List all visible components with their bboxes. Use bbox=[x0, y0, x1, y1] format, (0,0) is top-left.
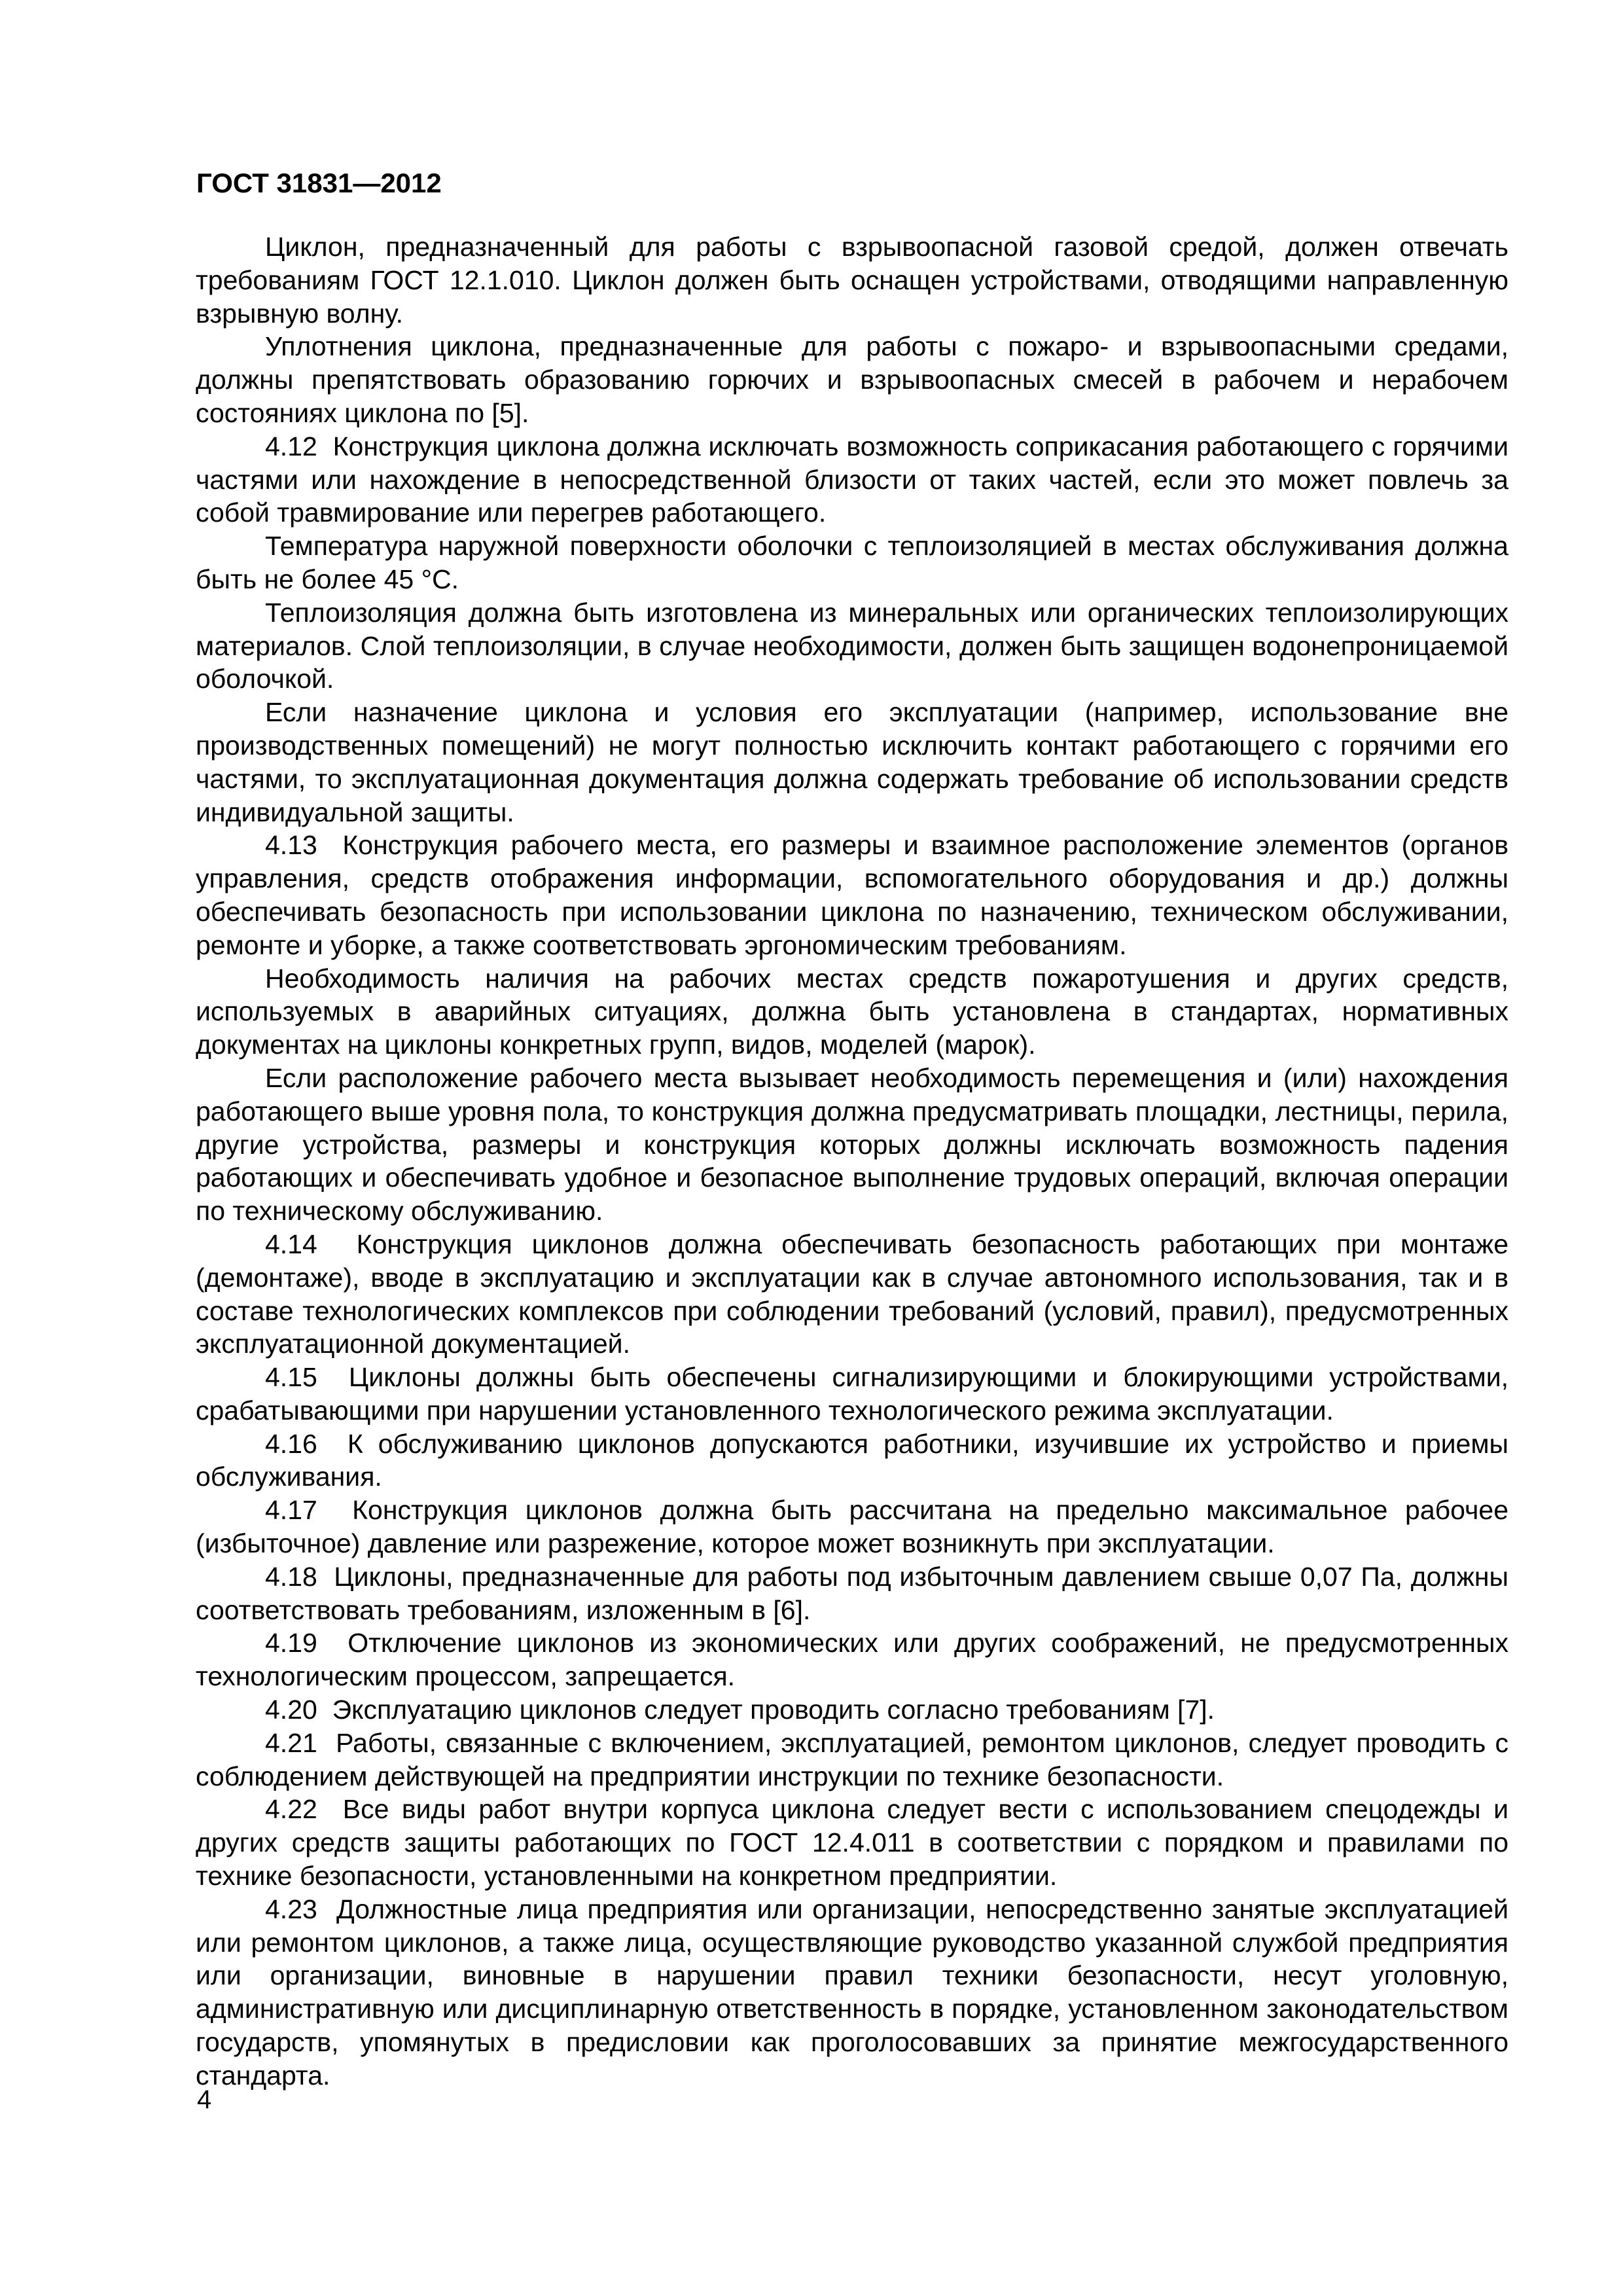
paragraph: Если расположение рабочего места вызывает необходимость перемещения и (или) нахождения работающего выше уровня пола, то конструкция должна предусматривать площадки, лестницы, перила, другие устройства, размеры и конструкция которых должны исключать возможность падения работающих и обеспечивать удобное и безопасное выполнение трудовых операций, включая операции по техническому обслуживанию. bbox=[196, 1062, 1508, 1227]
paragraph-clause-4-15: 4.15 Циклоны должны быть обеспечены сигнализирующими и блокирующими устройствами, срабатывающими при нарушении установленного технологического режима эксплуатации. bbox=[196, 1362, 1508, 1426]
paragraph-clause-4-17: 4.17 Конструкция циклонов должна быть рассчитана на предельно максимальное рабочее (избыточное) давление или разрежение, которое может возникнуть при эксплуатации. bbox=[196, 1495, 1508, 1559]
paragraph-clause-4-14: 4.14 Конструкция циклонов должна обеспечивать безопасность работающих при монтаже (демонтаже), вводе в эксплуатацию и эксплуатации как в случае автономного использования, так и в составе технологических комплексов при соблюдении требований (условий, правил), предусмотренных эксплуатационной документацией. bbox=[196, 1229, 1508, 1359]
paragraph-clause-4-12: 4.12 Конструкция циклона должна исключать возможность соприкасания работающего с горячими частями или нахождение в непосредственной близости от таких частей, если это может повлечь за собой травмирование или перегрев работающего. bbox=[196, 431, 1508, 528]
paragraph: Температура наружной поверхности оболочки с теплоизоляцией в местах обслуживания должна быть не более 45 °С. bbox=[196, 531, 1508, 594]
paragraph-clause-4-18: 4.18 Циклоны, предназначенные для работы под избыточным давлением свыше 0,07 Па, должны соответствовать требованиям, изложенным в [6]. bbox=[196, 1561, 1508, 1625]
paragraph: Циклон, предназначенный для работы с взрывоопасной газовой средой, должен отвечать требованиям ГОСТ 12.1.010. Циклон должен быть оснащен устройствами, отводящими направленную взрывную волну. bbox=[196, 232, 1508, 329]
standard-designation-header: ГОСТ 31831—2012 bbox=[196, 168, 442, 198]
paragraph: Если назначение циклона и условия его эксплуатации (например, использование вне производственных помещений) не могут полностью исключить контакт работающего с горячими его частями, то эксплуатационная документация должна содержать требование об использовании средств индивидуальной защиты. bbox=[196, 697, 1508, 827]
paragraph: Необходимость наличия на рабочих местах средств пожаротушения и других средств, используемых в аварийных ситуациях, должна быть установлена в стандартах, нормативных документах на циклоны конкретных групп, видов, моделей (марок). bbox=[196, 963, 1508, 1060]
paragraph-clause-4-16: 4.16 К обслуживанию циклонов допускаются работники, изучившие их устройство и приемы обслуживания. bbox=[196, 1428, 1508, 1492]
paragraph: Уплотнения циклона, предназначенные для работы с пожаро- и взрывоопасными средами, должны препятствовать образованию горючих и взрывоопасных смесей в рабочем и нерабочем состояниях циклона по [5]. bbox=[196, 331, 1508, 428]
paragraph-clause-4-20: 4.20 Эксплуатацию циклонов следует проводить согласно требованиям [7]. bbox=[265, 1695, 1215, 1725]
page-number: 4 bbox=[197, 2085, 212, 2114]
paragraph-clause-4-13: 4.13 Конструкция рабочего места, его размеры и взаимное расположение элементов (органов управления, средств отображения информации, вспомогательного оборудования и др.) должны обеспечивать безопасность при использовании циклона по назначению, техническом обслуживании, ремонте и уборке, а также соответствовать эргономическим требованиям. bbox=[196, 830, 1508, 960]
paragraph-clause-4-22: 4.22 Все виды работ внутри корпуса циклона следует вести с использованием спецодежды и других средств защиты работающих по ГОСТ 12.4.011 в соответствии с порядком и правилами по технике безопасности, установленными на конкретном предприятии. bbox=[196, 1794, 1508, 1892]
paragraph-clause-4-19: 4.19 Отключение циклонов из экономических или других соображений, не предусмотренных технологическим процессом, запрещается. bbox=[196, 1628, 1508, 1692]
paragraph: Теплоизоляция должна быть изготовлена из минеральных или органических теплоизолирующих материалов. Слой теплоизоляции, в случае необходимости, должен быть защищен водонепроницаемой оболочкой. bbox=[196, 597, 1508, 694]
paragraph-clause-4-23: 4.23 Должностные лица предприятия или организации, непосредственно занятые эксплуатацией или ремонтом циклонов, а также лица, осуществляющие руководство указанной службой предприятия или организации, виновные в нарушении правил техники безопасности, несут уголовную, административную или дисциплинарную ответственность в порядке, установленном законодательством государств, упомянутых в предисловии как проголосовавших за принятие межгосударственного стандарта. bbox=[196, 1893, 1508, 2090]
document-body bbox=[196, 230, 1508, 2092]
paragraph-clause-4-21: 4.21 Работы, связанные с включением, эксплуатацией, ремонтом циклонов, следует проводить с соблюдением действующей на предприятии инструкции по технике безопасности. bbox=[196, 1727, 1508, 1791]
